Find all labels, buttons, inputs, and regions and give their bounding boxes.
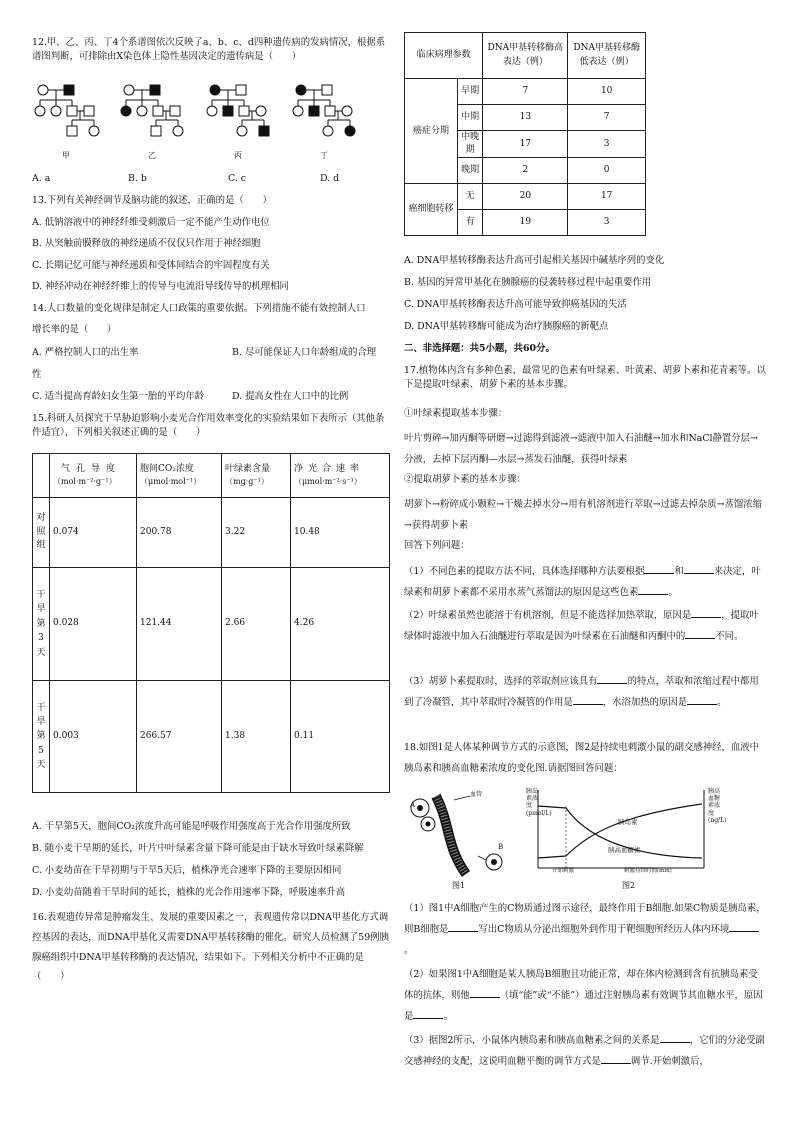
answer-blank[interactable] — [573, 695, 603, 705]
q17-sub1-text: 来决定，叶绿素和胡萝卜素都不采用水蒸气蒸馏法的原因是这些色素 — [404, 566, 761, 599]
q17-sub1 — [404, 561, 766, 603]
q14-option-a: A. 严格控制人口的出生率 — [32, 347, 139, 358]
q15-option-d: D. 小麦幼苗随着干旱时间的延长，植株的光合作用速率下降，呼吸速率升高 — [32, 887, 346, 898]
q16-low: 17 — [568, 184, 646, 210]
q15-header-col-3 — [222, 454, 291, 498]
q16-header-param: 临床病理参数 — [405, 33, 483, 79]
q16-low: 3 — [568, 131, 646, 158]
q15-option-b: B. 随小麦干旱期的延长，叶片中叶绿素含量下降可能是由于缺水导致叶绿素降解 — [32, 843, 364, 854]
answer-blank[interactable] — [644, 564, 674, 574]
figure-1-vessel-label: 血管 — [470, 791, 483, 798]
figure-2-y1-label: 胰岛素浓度(pmol/L) — [526, 788, 552, 817]
answer-blank[interactable] — [685, 629, 715, 639]
q13-stem: 13.下列有关神经调节及脑功能的叙述，正确的是（ ） — [32, 195, 272, 206]
q15-cell: 200.78 — [137, 498, 222, 568]
q17-sub2-text: ，提取叶绿体时滤液中加入石油醚进行萃取是因为叶绿素在石油醚和丙酮中的 — [404, 610, 759, 643]
q18-sub2-text: （2）如果图1中A细胞是某人胰岛B细胞且功能正常，却在体内检测到含有抗胰岛素受体的抗体，则他 — [404, 969, 758, 1002]
q18-sub1 — [404, 898, 766, 961]
q17-answer-prompt: 回答下列问题： — [404, 540, 470, 551]
figure-1-diagram — [406, 786, 506, 878]
answer-blank[interactable] — [638, 585, 668, 595]
q16-sub: 无 — [458, 184, 483, 210]
q14-stem-1: 14.人口数量的变化规律是制定人口政策的重要依据。下列措施不能有效控制人口 — [32, 303, 366, 314]
q15-row-label-char: 5 — [38, 745, 44, 756]
q18-sub3-text: 调节.开始刺激后， — [630, 1056, 709, 1068]
q15-header-photosynthesis: 净光合速率 — [294, 464, 365, 475]
q12-option-b: B. b — [128, 173, 147, 184]
pedigree-jia — [35, 85, 99, 136]
q15-cell: 0.003 — [50, 681, 137, 793]
q12-option-d: D. d — [320, 173, 340, 184]
q17-sub2-text: （2）叶绿素虽然也能溶于有机溶剂，但是不能选择加热萃取，原因是 — [404, 610, 692, 621]
q15-table — [32, 453, 390, 793]
answer-blank[interactable] — [684, 564, 714, 574]
q15-row-label-char: 天 — [36, 760, 46, 771]
q15-stem: 15.科研人员探究干旱胁迫影响小麦光合作用效率变化的实验结果如下表所示（其他条件适宜），下列相关叙述正确的是（ ） — [32, 413, 385, 438]
answer-blank[interactable] — [413, 1009, 443, 1019]
q12-option-c: C. c — [228, 173, 247, 184]
q16-option-d: D. DNA甲基转移酶可能成为治疗胰腺癌的新靶点 — [404, 321, 609, 332]
q18-sub1-text: 。 — [404, 945, 414, 957]
q14-option-b: B. 尽可能保证人口年龄组成的合理 — [232, 347, 377, 358]
q16-high: 7 — [483, 79, 568, 105]
q15-row-label-char: 旱 — [36, 716, 46, 727]
q18-sub1-text: 写出C物质从分泌出细胞外到作用于靶细胞所经历人体内环境 — [478, 924, 730, 936]
figure-2-chart — [526, 786, 726, 878]
pedigree-yi — [121, 85, 183, 136]
pedigree-label-ding: 丁 — [320, 151, 328, 160]
q16-group-metastasis: 癌细胞转移 — [405, 184, 458, 236]
q17-step1: 叶片剪碎→加丙酮等研磨→过滤得到滤液→滤液中加入石油醚→加水和NaCl静置分层→分液，去掉下层丙酮—水层→蒸发石油醚，获得叶绿素 — [404, 433, 758, 465]
q17-sub1-text: 和 — [674, 566, 684, 577]
table-row — [33, 568, 390, 681]
q18-sub3 — [404, 1030, 766, 1072]
answer-blank[interactable] — [448, 922, 478, 932]
q15-header-co2: 胞间CO₂浓度 — [140, 464, 194, 475]
q15-row-label-char: 第 — [36, 618, 46, 629]
q15-header-col-4 — [291, 454, 390, 498]
q16-sub: 晚期 — [458, 158, 483, 184]
q15-row-label-char: 组 — [36, 540, 46, 551]
q16-option-a: A. DNA甲基转移酶表达升高可引起相关基因中碱基序列的变化 — [404, 255, 665, 266]
pedigree-label-yi: 乙 — [148, 151, 156, 160]
q16-sub: 有 — [458, 210, 483, 236]
q15-unit-co2: （μmol·mol⁻¹） — [140, 477, 202, 487]
q13-option-d: D. 神经冲动在神经纤维上的传导与电流沿导线传导的机理相同 — [32, 281, 289, 292]
figure-1-cell-b-label: B — [498, 843, 504, 851]
figure-2-start-label: 开始刺激 — [552, 868, 575, 874]
q15-cell: 3.22 — [222, 498, 291, 568]
figure-2-y2-label: 胰高血糖素浓度(ng/L) — [708, 788, 727, 824]
q15-cell: 10.48 — [291, 498, 390, 568]
figure-1-caption: 图1 — [452, 881, 466, 890]
q15-cell: 266.57 — [137, 681, 222, 793]
q16-table — [404, 32, 646, 236]
q15-header-stomatal: 气孔导度 — [61, 464, 122, 475]
q16-group-stage: 癌症分期 — [405, 79, 458, 184]
q16-stem: 16.表观遗传异常是肿瘤发生、发展的重要因素之一，表观遗传常以DNA甲基化方式调控基因的表达，而DNA甲基化又需要DNA甲基转移酶的催化。研究人员检测了59例胰腺癌组织中DNA甲基转移酶的表达情况，结果如下。下列相关分析中不正确的是（ ） — [32, 912, 389, 983]
q15-unit-chlorophyll: （mg·g⁻¹） — [225, 477, 269, 487]
q14-option-c: C. 适当提高育龄妇女生第一胎的平均年龄 — [32, 391, 205, 402]
pedigree-figures — [32, 82, 390, 182]
q15-unit-stomatal: （mol·m⁻²·g⁻¹） — [53, 477, 117, 487]
q15-row-label-drought3 — [33, 568, 50, 681]
q15-header-corner — [33, 454, 50, 498]
table-row — [33, 681, 390, 793]
figure-2-insulin-label: 胰岛素 — [618, 818, 638, 826]
q16-high: 13 — [483, 105, 568, 131]
q16-high: 20 — [483, 184, 568, 210]
table-row — [405, 184, 646, 210]
q16-option-b: B. 基因的异常甲基化在胰腺癌的侵袭转移过程中起重要作用 — [404, 277, 652, 288]
q16-low: 0 — [568, 158, 646, 184]
figure-1-cell-a-label: A — [410, 801, 416, 809]
pedigree-bing — [207, 85, 269, 136]
q13-option-a: A. 低钠溶液中的神经纤维受刺激后一定不能产生动作电位 — [32, 217, 270, 228]
q17-step2-title: ②提取胡萝卜素的基本步骤： — [404, 474, 526, 485]
q16-sub: 早期 — [458, 79, 483, 105]
q17-sub3-text: （3）胡萝卜素提取时，选择的萃取剂应该具有 — [404, 676, 598, 687]
q18-sub3-text: ，它们的分泌受副交感神经的支配，这说明血糖平衡的调节方式是 — [404, 1035, 765, 1068]
q15-table-header-row — [33, 454, 390, 498]
answer-blank[interactable] — [660, 1033, 690, 1043]
q12-stem: 12.甲、乙、丙、丁4个系谱图依次反映了a、b、c、d四种遗传病的发病情况，根据系谱图判断，可排除由X染色体上隐性基因决定的遗传病是（ ） — [32, 37, 386, 62]
q15-row-label-char: 旱 — [36, 604, 46, 615]
q14-stem-2: 增长率的是（ ） — [32, 324, 117, 335]
q15-option-c: C. 小麦幼苗在干旱初期与干旱5天后，植株净光合速率下降的主要原因相同 — [32, 865, 342, 876]
section-title: 二、非选择题：共5小题，共60分。 — [404, 343, 555, 354]
q16-option-c: C. DNA甲基转移酶表达升高可能导致抑癌基因的失活 — [404, 299, 627, 310]
q15-header-chlorophyll: 叶绿素含量 — [225, 464, 271, 475]
q15-row-label-char: 照 — [36, 526, 46, 537]
q15-header-col-1 — [50, 454, 137, 498]
pedigree-label-jia: 甲 — [62, 151, 70, 160]
q15-row-label-char: 第 — [36, 731, 46, 742]
q15-cell: 0.074 — [50, 498, 137, 568]
q15-row-label-char: 3 — [38, 633, 44, 644]
q15-cell: 4.26 — [291, 568, 390, 681]
q18-sub3-text: （3）据图2所示，小鼠体内胰岛素和胰高血糖素之间的关系是 — [404, 1035, 660, 1046]
q15-row-label-control — [33, 498, 50, 568]
figure-2-glucagon-label: 胰高血糖素 — [608, 846, 641, 854]
q18-sub2 — [404, 964, 766, 1027]
q14-option-d: D. 提高女性在人口中的比例 — [232, 391, 349, 402]
answer-blank[interactable] — [470, 988, 500, 998]
q18-sub2-text: 。 — [443, 1011, 453, 1023]
answer-blank[interactable] — [691, 608, 721, 618]
q17-step2: 胡萝卜→粉碎成小颗粒→干燥去掉水分→用有机溶剂进行萃取→过滤去掉杂质→蒸馏浓缩→获得胡萝卜素 — [404, 499, 763, 531]
q13-option-b: B. 从突触前膜释放的神经递质不仅仅只作用于神经细胞 — [32, 238, 261, 249]
q15-row-label-drought5 — [33, 681, 50, 793]
answer-blank[interactable] — [687, 695, 717, 705]
q15-row-label-char: 干 — [36, 702, 46, 713]
answer-blank[interactable] — [601, 1054, 631, 1064]
q16-header-high: DNA甲基转移酶高表达（例） — [483, 33, 568, 79]
q15-cell: 2.66 — [222, 568, 291, 681]
table-row — [405, 79, 646, 105]
q17-sub3-text: 的特点，萃取和浓缩过程中都用到了冷凝管，其中萃取时冷凝管的作用是 — [404, 676, 759, 709]
q15-cell: 0.11 — [291, 681, 390, 793]
q16-sub: 中晚期 — [458, 131, 483, 158]
q12-option-a: A. a — [32, 173, 51, 184]
pedigree-ding — [293, 85, 355, 136]
q18-sub2-text: （填“能”或“不能”）通过注射胰岛素有效调节其血糖水平，原因是 — [404, 990, 763, 1023]
q16-high: 17 — [483, 131, 568, 158]
q15-unit-photosynthesis: （μmol·m⁻²·s⁻¹） — [294, 477, 362, 487]
q16-header-low: DNA甲基转移酶低表达（例） — [568, 33, 646, 79]
q17-step1-title: ①叶绿素提取基本步骤： — [404, 408, 508, 419]
q14-option-b-cont: 性 — [32, 369, 42, 380]
q15-row-label-char: 干 — [36, 590, 46, 601]
q16-sub: 中期 — [458, 105, 483, 131]
q15-cell: 121.44 — [137, 568, 222, 681]
figure-2-caption: 图2 — [622, 881, 636, 890]
q15-cell: 0.028 — [50, 568, 137, 681]
q17-sub1-text: 。 — [668, 587, 678, 599]
q17-intro: 17.植物体内含有多种色素，最常见的色素有叶绿素、叶黄素、胡萝卜素和花青素等。以下是提取叶绿素、胡萝卜素的基本步骤。 — [404, 365, 766, 390]
q18-sub1-text: （1）图1中A细胞产生的C物质通过图示途径，最终作用于B细胞.如果C物质是胰岛素，则B细胞是 — [404, 903, 766, 936]
q17-sub2-text: 不同。 — [715, 631, 744, 643]
q16-high: 19 — [483, 210, 568, 236]
q16-low: 3 — [568, 210, 646, 236]
q15-row-label-char: 对 — [36, 513, 46, 524]
q17-sub3 — [404, 671, 766, 713]
q18-intro: 18.如图1是人体某种调节方式的示意图，图2是持续电刺激小鼠的副交感神经，血液中胰岛素和胰高血糖素浓度的变化图.请据图回答问题： — [404, 742, 759, 775]
q16-high: 2 — [483, 158, 568, 184]
figure-2-x-label: 刺激持续时间(min) — [624, 868, 672, 874]
q15-header-col-2 — [137, 454, 222, 498]
q13-option-c: C. 长期记忆可能与神经递质和受体间结合的牢固程度有关 — [32, 260, 270, 271]
table-row — [33, 498, 390, 568]
q17-sub1-text: （1）不同色素的提取方法不同，具体选择哪种方法要根据 — [404, 566, 645, 577]
q16-low: 10 — [568, 79, 646, 105]
answer-blank[interactable] — [597, 674, 627, 684]
q16-low: 7 — [568, 105, 646, 131]
q17-sub3-text: 。 — [717, 697, 727, 709]
q17-sub2 — [404, 605, 766, 647]
pedigree-label-bing: 丙 — [234, 151, 242, 160]
q15-cell: 1.38 — [222, 681, 291, 793]
answer-blank[interactable] — [729, 922, 759, 932]
q15-option-a: A. 干旱第5天，胞间CO₂浓度升高可能是呼吸作用强度高于光合作用强度所致 — [32, 821, 351, 832]
q15-row-label-char: 天 — [36, 647, 46, 658]
q17-sub3-text: ，水浴加热的原因是 — [602, 697, 688, 709]
q16-table-header-row — [405, 33, 646, 79]
